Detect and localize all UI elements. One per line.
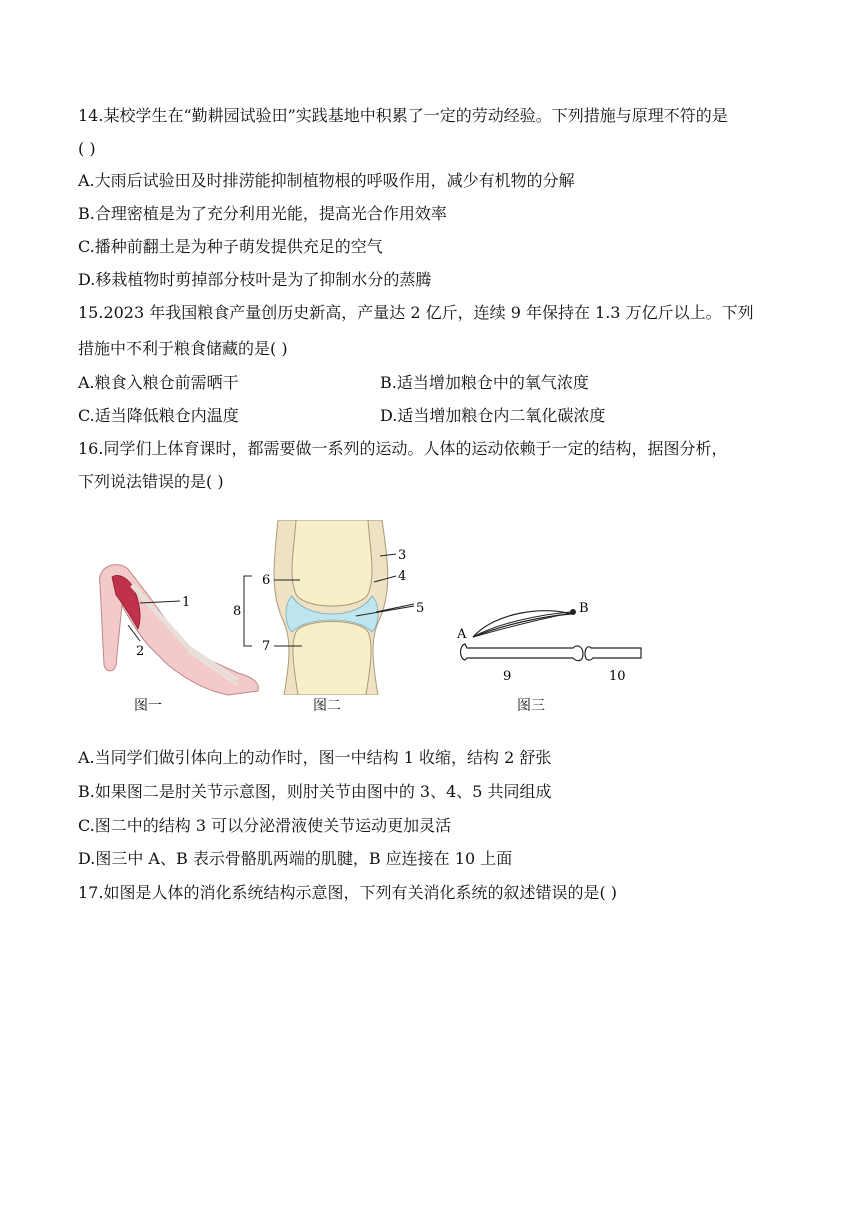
fig1-label-1: 1 [182,595,191,610]
q14-option-b: B.合理密植是为了充分利用光能，提高光合作用效率 [78,204,447,223]
q15-stem-line1: 15.2023 年我国粮食产量创历史新高，产量达 2 亿斤，连续 9 年保持在 1.3 万亿斤以上。下列 [78,303,754,322]
q14-option-d: D.移栽植物时剪掉部分枝叶是为了抑制水分的蒸腾 [78,270,432,289]
fig2-label-5: 5 [416,601,425,616]
q16-option-a: A.当同学们做引体向上的动作时，图一中结构 1 收缩，结构 2 舒张 [78,748,552,767]
q15-option-b: B.适当增加粮仓中的氧气浓度 [380,373,589,392]
fig3-caption: 图三 [517,698,545,714]
q14-option-c: C.播种前翻土是为种子萌发提供充足的空气 [78,237,383,256]
fig3-label-b: B [579,601,589,616]
q14-stem-line1: 14.某校学生在“勤耕园试验田”实践基地中积累了一定的劳动经验。下列措施与原理不符的是 [78,106,728,125]
q16-stem-line1: 16.同学们上体育课时，都需要做一系列的运动。人体的运动依赖于一定的结构，据图分析， [78,439,728,458]
q16-option-b: B.如果图二是肘关节示意图，则肘关节由图中的 3、4、5 共同组成 [78,782,552,801]
q16-option-c: C.图二中的结构 3 可以分泌滑液使关节运动更加灵活 [78,816,452,835]
q15-option-c: C.适当降低粮仓内温度 [78,406,239,425]
q17-stem-line1: 17.如图是人体的消化系统结构示意图，下列有关消化系统的叙述错误的是( ) [78,883,618,902]
fig3-label-9: 9 [503,669,512,684]
q14-option-a: A.大雨后试验田及时排涝能抑制植物根的呼吸作用，减少有机物的分解 [78,171,575,190]
q14-stem-line2: ( ) [78,139,96,158]
fig2-label-3: 3 [398,548,407,563]
figure-muscle-bones [455,592,645,687]
fig2-label-6: 6 [262,573,271,588]
figure-joint [230,520,430,695]
q16-option-d: D.图三中 A、B 表示骨骼肌两端的肌腱，B 应连接在 10 上面 [78,849,513,868]
fig3-label-10: 10 [609,669,626,684]
q15-option-a: A.粮食入粮仓前需晒干 [78,373,239,392]
q15-stem-line2: 措施中不利于粮食储藏的是( ) [78,339,288,358]
q16-stem-line2: 下列说法错误的是( ) [78,472,224,491]
fig2-label-7: 7 [262,639,271,654]
fig3-label-a: A [457,627,467,642]
fig2-caption: 图二 [313,698,341,714]
fig2-label-8: 8 [233,604,242,619]
fig2-label-4: 4 [398,569,407,584]
q15-option-d: D.适当增加粮仓内二氧化碳浓度 [380,406,606,425]
fig1-label-2: 2 [136,644,145,659]
fig1-caption: 图一 [134,698,162,714]
